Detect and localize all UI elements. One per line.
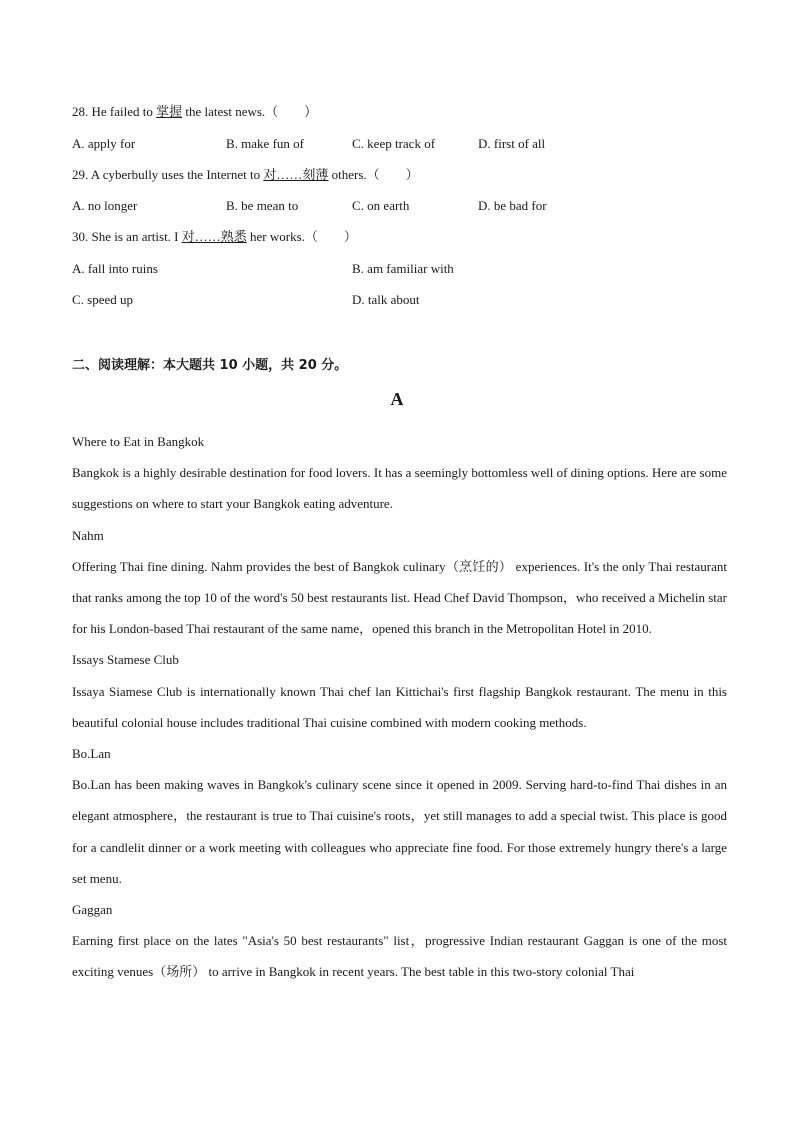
option-30-b: B. am familiar with (352, 261, 454, 276)
question-number: 30. (72, 229, 89, 244)
restaurant-heading: Gaggan (72, 902, 113, 918)
question-underlined-phrase: 对……刻薄 (263, 167, 329, 182)
question-29 (72, 167, 419, 183)
option-28-c: C. keep track of (352, 136, 436, 151)
option-28-d: D. first of all (478, 136, 546, 151)
passage-paragraph: Bangkok is a highly desirable destination for food lovers. It has a seemingly bottomless well of dining options. Here are some suggestions on where to start your Bangkok eating adventure. (72, 465, 727, 512)
question-stem-pre: She is an artist. I (91, 229, 179, 244)
section-heading: 二、阅读理解：本大题共 10 小题，共 20 分。 (72, 358, 348, 373)
reading-passage (72, 426, 727, 988)
question-stem-post: the latest news.（ ） (185, 104, 318, 119)
passage-paragraph: Offering Thai fine dining. Nahm provides the best of Bangkok culinary（烹饪的） experiences. It's the only Thai restaurant that ranks among the top 10 of the word's 50 best restaurants list. Head Chef David Thompson，who received a Michelin star for his London-based Thai restaurant of the same name，opened this branch in the Metropolitan Hotel in 2010. (72, 558, 727, 637)
passage-label: A (390, 389, 404, 409)
question-underlined-phrase: 掌握 (156, 104, 183, 119)
question-28 (72, 104, 317, 120)
question-stem-post: her works.（ ） (250, 229, 357, 244)
restaurant-heading: Nahm (72, 527, 104, 543)
option-28-a: A. apply for (72, 136, 136, 151)
question-number: 28. (72, 104, 89, 119)
option-30-a: A. fall into ruins (72, 261, 158, 276)
passage-paragraph: Issaya Siamese Club is internationally known Thai chef lan Kittichai's first flagship Bangkok restaurant. The menu in this beautiful colonial house includes traditional Thai cuisine combined with modern cooking methods. (72, 683, 727, 730)
question-number: 29. (72, 167, 89, 182)
option-28-b: B. make fun of (226, 136, 304, 151)
restaurant-heading: Issays Stamese Club (72, 652, 179, 668)
option-30-d: D. talk about (352, 292, 420, 307)
option-29-a: A. no longer (72, 198, 138, 213)
passage-title: Where to Eat in Bangkok (72, 434, 205, 449)
question-stem-pre: He failed to (91, 104, 153, 119)
question-stem-post: others.（ ） (331, 167, 419, 182)
question-underlined-phrase: 对……熟悉 (181, 229, 247, 244)
option-30-c: C. speed up (72, 292, 134, 307)
passage-paragraph: Earning first place on the lates "Asia's 50 best restaurants" list，progressive Indian restaurant Gaggan is one of the most exciting venues（场所） to arrive in Bangkok in recent years. The best table in this two-story colonial Thai (72, 933, 727, 980)
question-30 (72, 229, 357, 245)
question-stem-pre: A cyberbully uses the Internet to (90, 167, 261, 182)
option-29-d: D. be bad for (478, 198, 547, 213)
option-29-b: B. be mean to (226, 198, 299, 213)
restaurant-heading: Bo.Lan (72, 746, 111, 762)
option-29-c: C. on earth (352, 198, 410, 213)
passage-paragraph: Bo.Lan has been making waves in Bangkok's culinary scene since it opened in 2009. Serving hard-to-find Thai dishes in an elegant atmosphere，the restaurant is true to Thai cuisine's roots，yet still manages to add a special twist. This place is good for a candlelit dinner or a work meeting with colleagues who appreciate fine food. For those extremely hungry there's a large set menu. (72, 777, 727, 886)
